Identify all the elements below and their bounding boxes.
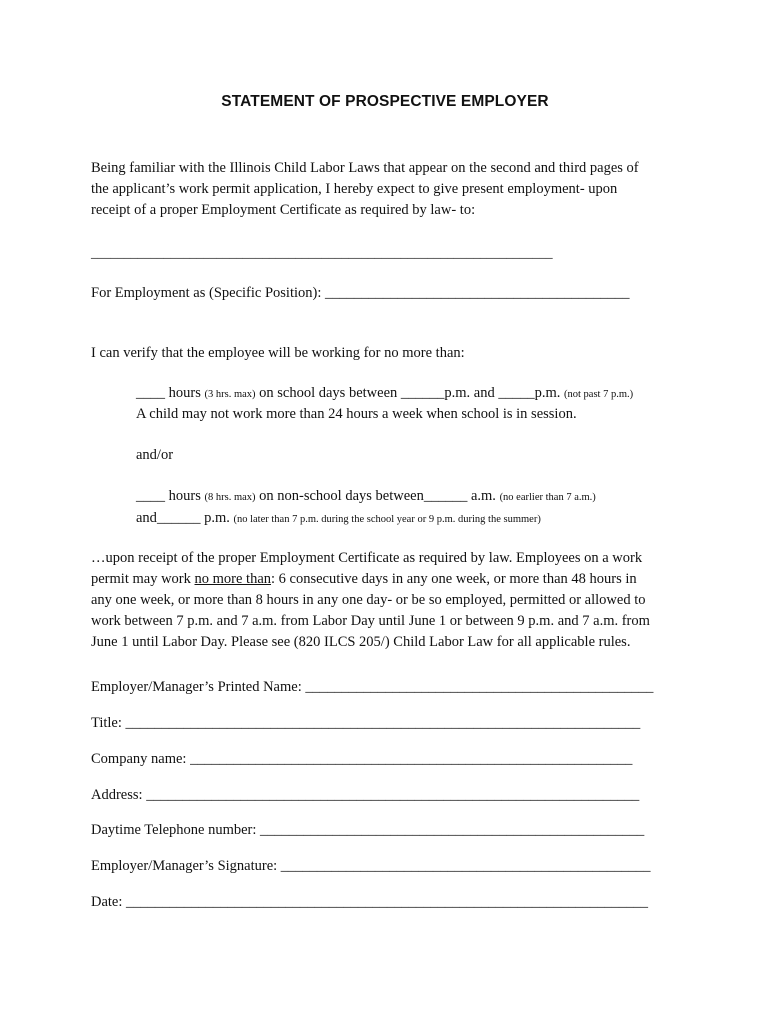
non-school-max-note: (8 hrs. max)	[204, 492, 256, 503]
school-days-line	[136, 384, 633, 404]
employer-name-blank[interactable]: ______________________________________________________________________	[91, 245, 553, 260]
and-or-text: and/or	[136, 447, 174, 463]
school-days-text: on school days between	[259, 385, 398, 401]
company-name-field	[91, 750, 632, 768]
position-field	[91, 284, 630, 302]
non-school-and: and	[136, 510, 157, 526]
school-pm: p.m.	[534, 385, 561, 401]
school-limit-note: (not past 7 p.m.)	[564, 389, 634, 400]
position-blank[interactable]: __________________________________________	[325, 285, 630, 301]
school-hours-blank[interactable]: ____	[136, 385, 165, 401]
address-blank[interactable]: ____________________________________________________________________	[146, 787, 640, 803]
non-school-end-blank[interactable]: ______	[156, 510, 201, 526]
rules-line-4: work between 7 p.m. and 7 a.m. from Labor Day until June 1 or between 9 p.m. and 7 a.m. from	[91, 613, 650, 629]
non-school-hours-label: hours	[168, 488, 201, 504]
non-school-days-line	[136, 487, 596, 507]
rules-line-2-start: permit may work	[91, 571, 195, 587]
page-title: STATEMENT OF PROSPECTIVE EMPLOYER	[221, 93, 549, 110]
date-blank[interactable]: ________________________________________________________________________	[126, 894, 649, 910]
school-start-blank[interactable]: ______	[400, 385, 445, 401]
telephone-field	[91, 821, 644, 839]
title-blank[interactable]: _______________________________________________________________________	[125, 715, 641, 731]
school-end-blank[interactable]: _____	[498, 385, 535, 401]
intro-line-3: receipt of a proper Employment Certificate as required by law- to:	[91, 202, 476, 218]
signature-label: Employer/Manager’s Signature:	[91, 858, 278, 874]
position-label: For Employment as (Specific Position):	[91, 285, 322, 301]
signature-blank[interactable]: ___________________________________________________	[280, 858, 651, 874]
signature-field	[91, 857, 651, 875]
school-hours-label: hours	[168, 385, 201, 401]
rules-line-3: any one week, or more than 8 hours in any one day- or be so employed, permitted or allowed to	[91, 592, 646, 608]
company-name-label: Company name:	[91, 751, 187, 767]
telephone-label: Daytime Telephone number:	[91, 822, 257, 838]
non-school-end-line	[136, 509, 541, 529]
school-max-note: (3 hrs. max)	[204, 389, 256, 400]
rules-line-5: June 1 until Labor Day. Please see (820 ILCS 205/) Child Labor Law for all applicable rules.	[91, 634, 631, 650]
company-name-blank[interactable]: _____________________________________________________________	[190, 751, 633, 767]
verify-intro: I can verify that the employee will be working for no more than:	[91, 345, 465, 361]
non-school-am-note: (no earlier than 7 a.m.)	[499, 492, 596, 503]
school-pm-and: p.m. and	[444, 385, 495, 401]
printed-name-label: Employer/Manager’s Printed Name:	[91, 679, 302, 695]
address-field	[91, 786, 639, 804]
title-label: Title:	[91, 715, 122, 731]
date-label: Date:	[91, 894, 123, 910]
intro-line-1: Being familiar with the Illinois Child Labor Laws that appear on the second and third pages of	[91, 160, 639, 176]
title-field	[91, 714, 640, 732]
telephone-blank[interactable]: _____________________________________________________	[260, 822, 645, 838]
non-school-pm-note: (no later than 7 p.m. during the school year or 9 p.m. during the summer)	[233, 514, 541, 525]
school-week-rule: A child may not work more than 24 hours a week when school is in session.	[136, 406, 577, 422]
non-school-hours-blank[interactable]: ____	[136, 488, 165, 504]
intro-line-2: the applicant’s work permit application, I hereby expect to give present employment- upon	[91, 181, 618, 197]
address-label: Address:	[91, 787, 143, 803]
non-school-am: a.m.	[470, 488, 496, 504]
non-school-start-blank[interactable]: ______	[423, 488, 468, 504]
rules-line-2-end: : 6 consecutive days in any one week, or more than 48 hours in	[271, 571, 637, 587]
printed-name-field	[91, 678, 653, 696]
date-field	[91, 893, 648, 911]
rules-emphasis: no more than	[194, 571, 272, 587]
printed-name-blank[interactable]: ________________________________________________	[305, 679, 654, 695]
non-school-days-text: on non-school days between	[259, 488, 424, 504]
rules-line-2	[91, 570, 637, 588]
non-school-pm: p.m.	[204, 510, 230, 526]
rules-line-1: …upon receipt of the proper Employment Certificate as required by law. Employees on a work	[91, 550, 643, 566]
